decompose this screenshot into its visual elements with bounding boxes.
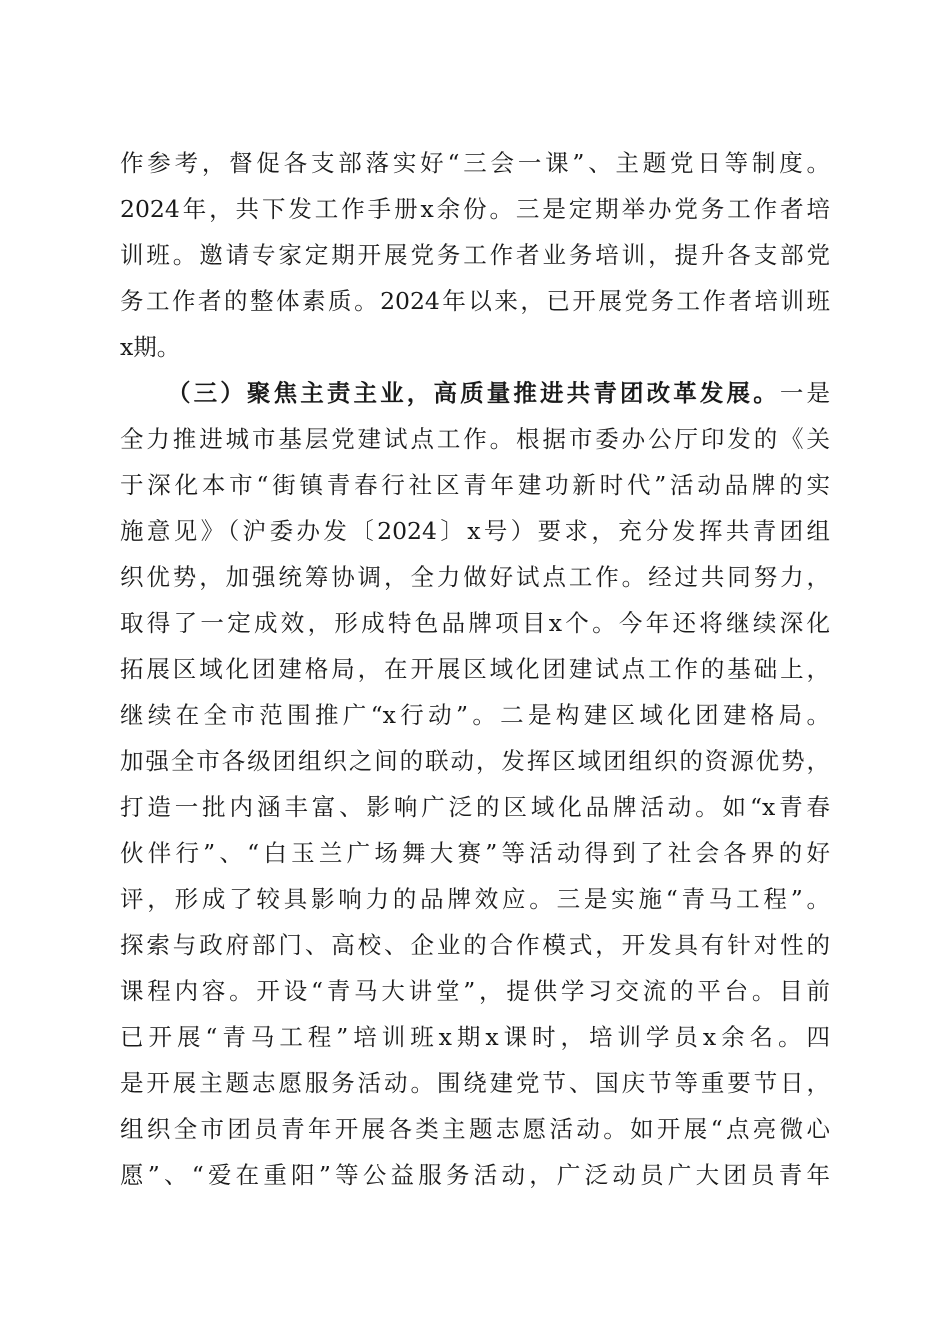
paragraph2-line-16: 组织全市团员青年开展各类主题志愿活动。如开展“点亮微心 (120, 1115, 830, 1143)
paragraph2-line-10: 伙伴行”、“白玉兰广场舞大赛”等活动得到了社会各界的好 (120, 839, 830, 867)
paragraph2-line-8: 加强全市各级团组织之间的联动，发挥区域团组织的资源优势， (120, 747, 830, 775)
paragraph2-line-12: 探索与政府部门、高校、企业的合作模式，开发具有针对性的 (120, 931, 830, 959)
paragraph2-line-7: 继续在全市范围推广“x行动”。二是构建区域化团建格局。 (120, 701, 830, 729)
paragraph2-line-3: 施意见》（沪委办发〔2024〕x号）要求，充分发挥共青团组 (120, 517, 830, 545)
paragraph2-line-17: 愿”、“爱在重阳”等公益服务活动，广泛动员广大团员青年 (120, 1161, 830, 1189)
paragraph2-line-5: 取得了一定成效，形成特色品牌项目x个。今年还将继续深化 (120, 609, 830, 637)
document-body (120, 140, 830, 1198)
paragraph2-line-15: 是开展主题志愿服务活动。围绕建党节、国庆节等重要节日， (120, 1069, 830, 1097)
section-heading-rest: 一是 (779, 379, 830, 407)
paragraph1-line-1: 作参考，督促各支部落实好“三会一课”、主题党日等制度。 (120, 149, 830, 177)
paragraph2-line-11: 评，形成了较具影响力的品牌效应。三是实施“青马工程”。 (120, 885, 830, 913)
paragraph1-line-2: 2024年，共下发工作手册x余份。三是定期举办党务工作者培 (120, 195, 830, 223)
paragraph1-line-3: 训班。邀请专家定期开展党务工作者业务培训，提升各支部党 (120, 241, 830, 269)
paragraph2-line-14: 已开展“青马工程”培训班x期x课时，培训学员x余名。四 (120, 1023, 830, 1051)
paragraph2-line-6: 拓展区域化团建格局，在开展区域化团建试点工作的基础上， (120, 655, 830, 683)
section-heading: （三）聚焦主责主业，高质量推进共青团改革发展。 (167, 379, 780, 407)
paragraph2-line-4: 织优势，加强统筹协调，全力做好试点工作。经过共同努力， (120, 563, 830, 591)
paragraph2-line-1: 全力推进城市基层党建试点工作。根据市委办公厅印发的《关 (120, 425, 830, 453)
paragraph2-line-9: 打造一批内涵丰富、影响广泛的区域化品牌活动。如“x青春 (120, 793, 830, 821)
paragraph2-line-13: 课程内容。开设“青马大讲堂”，提供学习交流的平台。目前 (120, 977, 830, 1005)
section-heading-line (120, 370, 830, 416)
paragraph2-line-2: 于深化本市“街镇青春行社区青年建功新时代”活动品牌的实 (120, 471, 830, 499)
paragraph1-line-5: x期。 (120, 333, 181, 361)
paragraph1-line-4: 务工作者的整体素质。2024年以来，已开展党务工作者培训班 (120, 287, 830, 315)
